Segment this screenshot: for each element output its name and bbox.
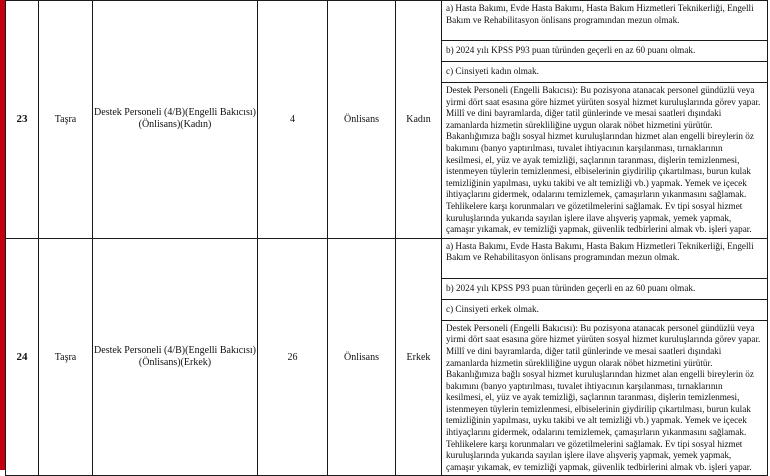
location-cell: Taşra <box>39 238 93 476</box>
requirement-b: b) 2024 yılı KPSS P93 puan türünden geçerli en az 60 puanı olmak. <box>442 278 768 299</box>
job-description: Destek Personeli (Engelli Bakıcısı): Bu pozisyona atanacak personel gündüzlü veya yirmi dört saat esasına göre hizmet yürüten sosyal hizmet kuruluşlarında görev yapar. Millî ve dini bayramlarda, diğer tatil günlerinde ve mesai saatleri dışındaki zamanlarda hizmetin sürekliliğine uygun olarak nöbet hizmetini yürütür. Bakanlığımıza bağlı sosyal hizmet kuruluşlarından hizmet alan engelli bireylerin öz bakımını (banyo yaptırılması, tuvalet ihtiyacının karşılanması, tırnaklarının kesilmesi, el, yüz ve ayak temizliği, saçlarının taranması, dişlerin temizlenmesi, istenmeyen tüylerin temizlenmesi, elbiselerinin giydirilip çıkartılması, burun kulak temizliğinin yapılması, uyku takibi ve alt temizliği vb.) yapmak. Yemek ve içecek ihtiyaçlarını gidermek, odalarını temizlemek, çamaşırların yıkanmasını sağlamak. Tehlikelere karşı korunmaları ve gözetilmelerini sağlamak. Ev tipi sosyal hizmet kuruluşlarında yukarıda sayılan işlere ilave alışveriş yapmak, yemek yapmak, çamaşır yıkamak, ev temizliği yapmak, güvenlik tedbirlerini almak vb. işleri yapar. <box>442 320 768 476</box>
education-cell: Önlisans <box>328 238 396 476</box>
position-count-cell: 4 <box>258 1 328 239</box>
row-number: 24 <box>6 238 39 476</box>
location-cell: Taşra <box>39 1 93 239</box>
requirement-c: c) Cinsiyeti kadın olmak. <box>442 62 768 83</box>
requirement-b: b) 2024 yılı KPSS P93 puan türünden geçerli en az 60 puanı olmak. <box>442 41 768 62</box>
table-row <box>6 1 768 41</box>
requirement-c: c) Cinsiyeti erkek olmak. <box>442 299 768 320</box>
position-count-cell: 26 <box>258 238 328 476</box>
row-number: 23 <box>6 1 39 239</box>
education-cell: Önlisans <box>328 1 396 239</box>
position-title-cell: Destek Personeli (4/B)(Engelli Bakıcısı)(Önlisans)(Erkek) <box>93 238 258 476</box>
gender-cell: Kadın <box>396 1 442 239</box>
job-description: Destek Personeli (Engelli Bakıcısı): Bu pozisyona atanacak personel gündüzlü veya yirmi dört saat esasına göre hizmet yürüten sosyal hizmet kuruluşlarında görev yapar. Millî ve dini bayramlarda, diğer tatil günlerinde ve mesai saatleri dışındaki zamanlarda hizmetin sürekliliğine uygun olarak nöbet hizmetini yürütür. Bakanlığımıza bağlı sosyal hizmet kuruluşlarından hizmet alan engelli bireylerin öz bakımını (banyo yaptırılması, tuvalet ihtiyacının karşılanması, tırnaklarının kesilmesi, el, yüz ve ayak temizliği, saçlarının taranması, dişlerin temizlenmesi, istenmeyen tüylerin temizlenmesi, elbiselerinin giydirilip çıkartılması, burun kulak temizliğinin yapılması, uyku takibi ve alt temizliği vb.) yapmak. Yemek ve içecek ihtiyaçlarını gidermek, odalarını temizlemek, çamaşırların yıkanmasını sağlamak. Tehlikelere karşı korunmaları ve gözetilmelerini sağlamak. Ev tipi sosyal hizmet kuruluşlarında yukarıda sayılan işlere ilave alışveriş yapmak, yemek yapmak, çamaşır yıkamak, ev temizliği yapmak, güvenlik tedbirlerini almak vb. işleri yapar. <box>442 83 768 239</box>
requirement-a: a) Hasta Bakımı, Evde Hasta Bakımı, Hasta Bakım Hizmetleri Teknikerliği, Engelli Bakım ve Rehabilitasyon önlisans programından mezun olmak. <box>442 238 768 278</box>
position-title-cell: Destek Personeli (4/B)(Engelli Bakıcısı)(Önlisans)(Kadın) <box>93 1 258 239</box>
gender-cell: Erkek <box>396 238 442 476</box>
positions-table <box>5 0 768 476</box>
requirement-a: a) Hasta Bakımı, Evde Hasta Bakımı, Hasta Bakım Hizmetleri Teknikerliği, Engelli Bakım ve Rehabilitasyon önlisans programından mezun olmak. <box>442 1 768 41</box>
table-row <box>6 238 768 278</box>
